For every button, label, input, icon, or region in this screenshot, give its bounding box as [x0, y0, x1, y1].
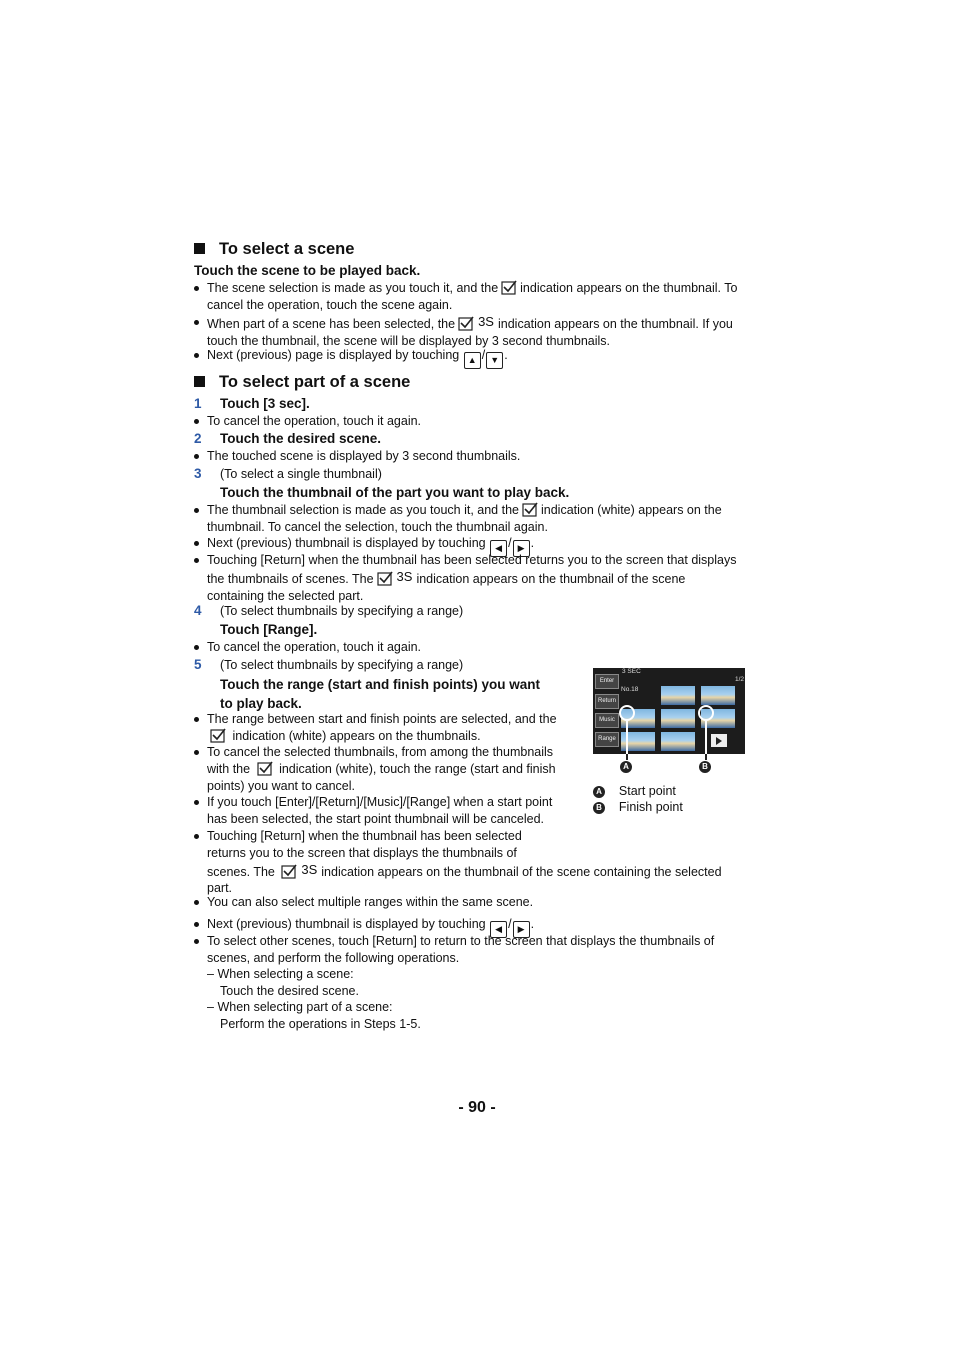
bullet-item: Next (previous) thumbnail is displayed by touching ◀ / ▶ . [194, 916, 764, 938]
thumbnail[interactable] [661, 709, 695, 728]
bullet-dot [194, 353, 199, 358]
bullet-dot [194, 286, 199, 291]
bullet-item: Next (previous) page is displayed by touching ▲ / ▼ . [194, 347, 764, 369]
section-heading-select-scene: To select a scene [194, 240, 354, 259]
bullet-dot [194, 320, 199, 325]
subheading-touch-scene: Touch the scene to be played back. [194, 263, 421, 278]
range-button[interactable]: Range [595, 732, 619, 747]
marker-b: B [699, 757, 711, 775]
checkmark-icon [501, 280, 517, 295]
step-note: (To select thumbnails by specifying a range) [220, 604, 464, 618]
right-arrow-icon: ▶ [513, 921, 530, 938]
bullet-item: If you touch [Enter]/[Return]/[Music]/[Range] when a start point has been selected, the start point thumbnail will be canceled. [194, 794, 574, 828]
down-arrow-icon: ▼ [486, 352, 503, 369]
start-leader-line [626, 721, 628, 754]
step-title: Touch the range (start and finish points) you want to play back. [220, 677, 541, 711]
bullet-item: To cancel the operation, touch it again. [194, 413, 764, 430]
step-title: Touch [3 sec]. [220, 396, 310, 411]
legend-start: A Start point [593, 783, 676, 800]
dash-item: – When selecting part of a scene: Perform the operations in Steps 1-5. [207, 1000, 421, 1031]
checkmark-icon [522, 502, 538, 517]
legend-finish: B Finish point [593, 799, 683, 816]
camera-screen-figure [593, 668, 745, 754]
bullet-item: To select other scenes, touch [Return] to return to the screen that displays the thumbnails of scenes, and perform the following operations. [194, 933, 764, 967]
checkmark-icon [377, 571, 393, 586]
bullet-item: The range between start and finish points are selected, and the indication (white) appears on the thumbnails. [194, 711, 574, 745]
thumbnail[interactable] [701, 686, 735, 705]
square-bullet-icon [194, 376, 205, 387]
bullet-item: Touching [Return] when the thumbnail has been selected returns you to the screen that displays the thumbnails of scenes. The 3S indication appears on the thumbnail of the scene containing the selected part. [194, 828, 764, 897]
bullet-item: You can also select multiple ranges within the same scene. [194, 894, 764, 911]
bullet-item: The scene selection is made as you touch it, and the indication appears on the thumbnail. To cancel the operation, touch the scene again. [194, 280, 764, 314]
up-arrow-icon: ▲ [464, 352, 481, 369]
checkmark-icon [210, 728, 226, 743]
three-sec-label: 3 SEC [622, 668, 641, 675]
step-note: (To select a single thumbnail) [220, 467, 382, 481]
section-heading-select-part: To select part of a scene [194, 373, 410, 392]
step-title: Touch [Range]. [220, 622, 318, 637]
page-number: - 90 - [458, 1099, 496, 1116]
step-title: Touch the thumbnail of the part you want to play back. [220, 485, 570, 500]
bullet-item: The thumbnail selection is made as you touch it, and the indication (white) appears on the thumbnail. To cancel the selection, touch the thumbnail again. [194, 502, 764, 536]
thumbnail[interactable] [661, 732, 695, 751]
play-button[interactable] [711, 734, 727, 747]
music-button[interactable]: Music [595, 713, 619, 728]
left-arrow-icon: ◀ [490, 540, 507, 557]
step-number: 5 [194, 657, 202, 672]
finish-point-circle [698, 705, 714, 721]
step-number: 2 [194, 431, 202, 446]
bullet-item: The touched scene is displayed by 3 second thumbnails. [194, 448, 764, 465]
bullet-item: When part of a scene has been selected, the 3S indication appears on the thumbnail. If you touch the thumbnail, the scene will be displayed by 3 second thumbnails. [194, 314, 764, 350]
dash-item: – When selecting a scene: Touch the desired scene. [207, 967, 359, 998]
checkmark-icon [281, 864, 297, 879]
step-number: 1 [194, 396, 202, 411]
bullet-item: To cancel the operation, touch it again. [194, 639, 764, 656]
step-number: 3 [194, 466, 202, 481]
step-number: 4 [194, 603, 202, 618]
thumbnail[interactable] [661, 686, 695, 705]
play-icon [716, 737, 722, 745]
enter-button[interactable]: Enter [595, 674, 619, 689]
left-arrow-icon: ◀ [490, 921, 507, 938]
step-note: (To select thumbnails by specifying a range) [220, 658, 464, 672]
three-second-icon: 3S [396, 568, 413, 584]
start-point-circle [619, 705, 635, 721]
page-indicator: 1/2 [735, 676, 745, 683]
three-second-icon: 3S [301, 861, 318, 877]
return-button[interactable]: Return [595, 694, 619, 709]
checkmark-icon [257, 761, 273, 776]
checkmark-icon [458, 316, 474, 331]
bullet-item: Touching [Return] when the thumbnail has been selected returns you to the screen that displays the thumbnails of scenes. The 3S indication appears on the thumbnail of the scene containing the selected part. [194, 552, 764, 604]
scene-number: No.18 [621, 686, 639, 693]
marker-a: A [620, 757, 632, 775]
bullet-item: Next (previous) thumbnail is displayed by touching ◀ / ▶ . [194, 535, 764, 557]
three-second-icon: 3S [478, 314, 494, 329]
finish-leader-line [705, 721, 707, 754]
right-arrow-icon: ▶ [513, 540, 530, 557]
step-title: Touch the desired scene. [220, 431, 382, 446]
square-bullet-icon [194, 243, 205, 254]
bullet-item: To cancel the selected thumbnails, from among the thumbnails with the indication (white), touch the range (start and finish points) you want to cancel. [194, 744, 574, 794]
